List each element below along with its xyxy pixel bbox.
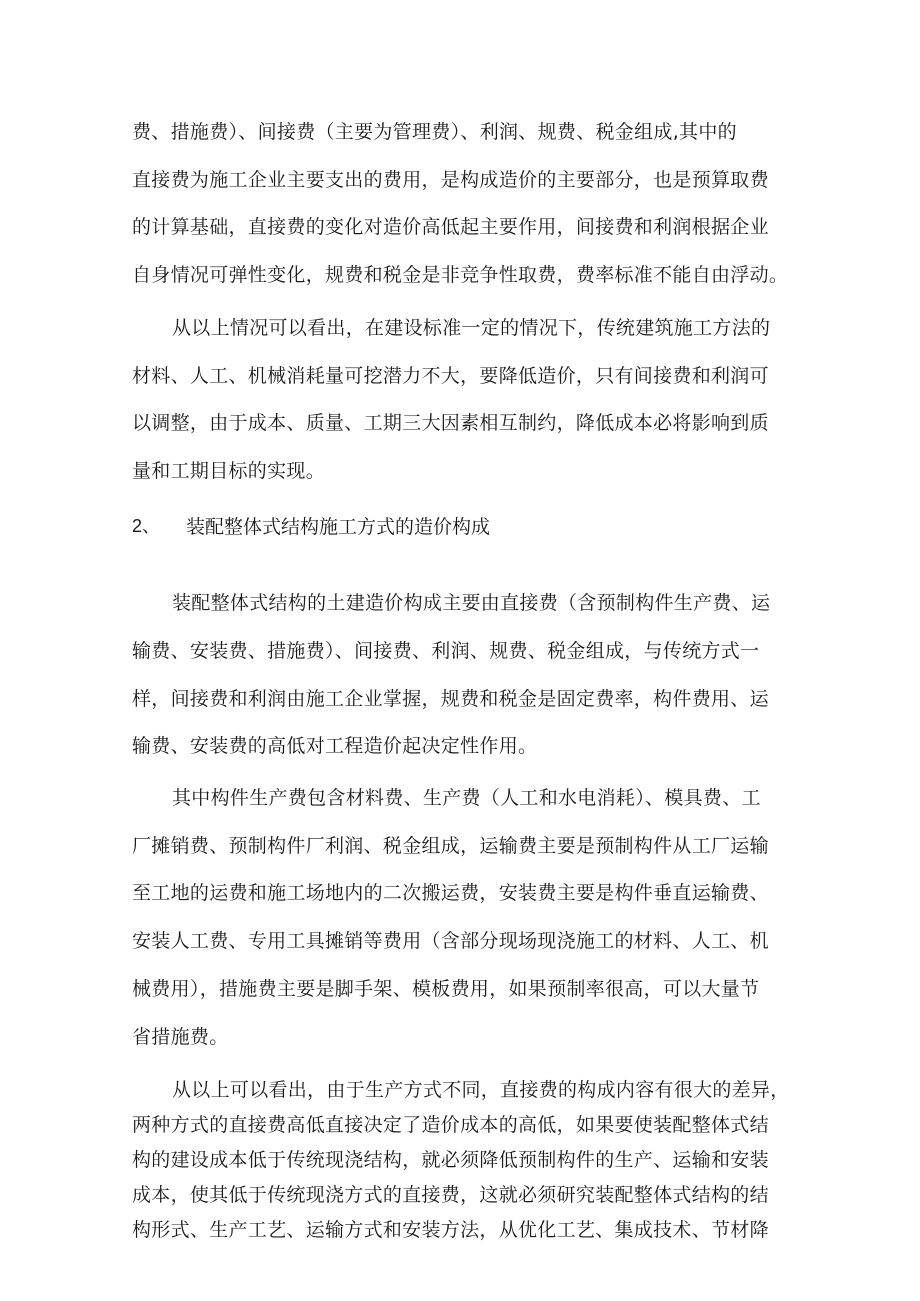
- section-title: 装配整体式结构施工方式的造价构成: [186, 516, 491, 538]
- section-number: 2、: [132, 516, 161, 536]
- text-line: 样，间接费和利润由施工企业掌握，规费和税金是固定费率，构件费用、运: [132, 688, 769, 710]
- text-line: 其中构件生产费包含材料费、生产费（人工和水电消耗）、模具费、工: [172, 787, 761, 809]
- text-line: 费、措施费）、间接费（主要为管理费）、利润、规费、税金组成,其中的: [132, 121, 737, 143]
- text-line: 输费、安装费的高低对工程造价起决定性作用。: [132, 735, 538, 757]
- text-line: 输费、安装费、措施费）、间接费、利润、规费、税金组成，与传统方式一: [132, 640, 760, 662]
- text-line: 构的建设成本低于传统现浇结构，就必须降低预制构件的生产、运输和安装: [132, 1149, 769, 1171]
- text-line: 的计算基础，直接费的变化对造价高低起主要作用，间接费和利润根据企业: [132, 216, 769, 238]
- text-line: 两种方式的直接费高低直接决定了造价成本的高低，如果要使装配整体式结: [132, 1114, 769, 1136]
- text-line: 以调整，由于成本、质量、工期三大因素相互制约，降低成本必将影响到质: [132, 412, 769, 434]
- text-line: 从以上情况可以看出，在建设标准一定的情况下，传统建筑施工方法的: [172, 317, 771, 339]
- text-line: 直接费为施工企业主要支出的费用，是构成造价的主要部分，也是预算取费: [132, 169, 769, 191]
- text-line: 装配整体式结构的土建造价构成主要由直接费（含预制构件生产费、运: [172, 592, 771, 614]
- text-line: 成本，使其低于传统现浇方式的直接费，这就必须研究装配整体式结构的结: [132, 1184, 769, 1206]
- text-line: 构形式、生产工艺、运输方式和安装方法，从优化工艺、集成技术、节材降: [132, 1219, 769, 1241]
- text-line: 至工地的运费和施工场地内的二次搬运费，安装费主要是构件垂直运输费、: [132, 882, 769, 904]
- text-line: 安装人工费、专用工具摊销等费用（含部分现场现浇施工的材料、人工、机: [132, 930, 769, 952]
- text-line: 自身情况可弹性变化，规费和税金是非竞争性取费，费率标准不能自由浮动。: [132, 264, 789, 286]
- text-line: 量和工期目标的实现。: [132, 460, 326, 482]
- text-line: 厂摊销费、预制构件厂利润、税金组成，运输费主要是预制构件从工厂运输: [132, 835, 769, 857]
- text-line: 材料、人工、机械消耗量可挖潜力不大，要降低造价，只有间接费和利润可: [132, 365, 769, 387]
- text-line: 械费用），措施费主要是脚手架、模板费用，如果预制率很高，可以大量节: [132, 978, 760, 1000]
- text-line: 从以上可以看出，由于生产方式不同，直接费的构成内容有很大的差异，: [172, 1079, 790, 1101]
- text-line: 省措施费。: [132, 1026, 229, 1048]
